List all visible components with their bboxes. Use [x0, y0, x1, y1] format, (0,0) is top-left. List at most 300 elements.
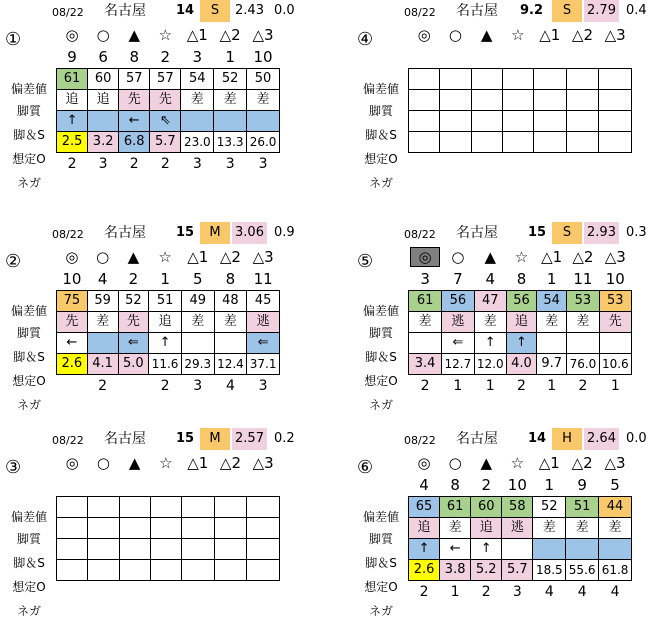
mark-cell: △2 [571, 454, 593, 472]
deviation-cell [150, 497, 181, 518]
mark-cell: ▲ [128, 26, 140, 44]
horse-number-cell: 8 [129, 48, 139, 66]
negative-cell [118, 375, 149, 398]
mark-cell: ◎ [65, 454, 79, 472]
style-arrow-cell [88, 539, 119, 560]
row-label: 想定O [12, 374, 46, 388]
expected-odds-cell: 61.8 [599, 560, 632, 581]
deviation-cell: 54 [181, 69, 214, 90]
deviation-cell: 53 [599, 291, 631, 312]
style-arrow-cell: ↑ [149, 333, 182, 354]
expected-odds-cell [502, 132, 533, 153]
race-venue: 名古屋 [104, 3, 146, 19]
negative-cell: 1 [485, 378, 495, 394]
symbols-row [57, 452, 280, 474]
row-label: 偏差値 [10, 304, 47, 318]
mark-cell: ▲ [480, 454, 492, 472]
horse-number-cell: 4 [485, 270, 495, 288]
mark-cell: △1 [538, 454, 560, 472]
style-arrow-cell: ⇖ [150, 111, 181, 132]
style-arrow-cell: ⇐ [118, 333, 149, 354]
odds-primary: 2.79 [584, 0, 619, 22]
race-index-circle: ① [5, 29, 22, 50]
style-arrow-cell [409, 111, 440, 132]
expected-odds-cell [471, 132, 502, 153]
hensa-row [57, 291, 280, 312]
negative-cell [119, 581, 150, 604]
expected-odds-cell: 55.6 [566, 560, 599, 581]
mark-cell: ☆ [158, 26, 173, 44]
expected-odds-cell [182, 560, 215, 581]
numbers-row [57, 46, 280, 69]
row-label: 想定O [12, 152, 46, 166]
negative-cell: 1 [610, 378, 620, 394]
kyakuS-row [409, 539, 632, 560]
running-style-cell [247, 518, 280, 539]
odds-secondary: 0.9 [274, 225, 295, 240]
mark-cell: △3 [252, 248, 274, 266]
running-style-cell: 逃 [247, 312, 280, 333]
deviation-cell [502, 69, 533, 90]
race-header [352, 428, 647, 450]
expected-odds-cell: 3.4 [409, 354, 442, 375]
odds-primary: 2.43 [235, 3, 264, 18]
deviation-cell: 45 [247, 291, 280, 312]
running-style-cell: 逃 [502, 518, 533, 539]
row-label: 脚質 [16, 104, 41, 118]
negative-cell: 4 [610, 584, 620, 600]
horse-number-cell: 10 [62, 270, 82, 288]
race-venue: 名古屋 [456, 431, 498, 447]
race-venue: 名古屋 [456, 225, 498, 241]
race-venue: 名古屋 [104, 431, 146, 447]
horse-number-cell: 2 [481, 476, 491, 494]
race-date: 08/22 [52, 434, 84, 447]
row-label: ネガ [16, 398, 41, 412]
row-label: 脚＆S [13, 350, 45, 364]
symbols-row [409, 246, 632, 268]
kyakuS-row [57, 111, 280, 132]
deviation-cell: 52 [118, 291, 149, 312]
deviation-cell: 44 [599, 497, 632, 518]
deviation-cell: 61 [409, 291, 442, 312]
odds-primary: 2.64 [584, 428, 619, 450]
negative-cell: 2 [160, 378, 170, 394]
expected-odds-cell [409, 132, 440, 153]
race-panel [0, 0, 295, 190]
style-arrow-cell [537, 333, 567, 354]
negative-cell [566, 153, 599, 176]
style-arrow-cell [534, 111, 567, 132]
deviation-cell [119, 497, 150, 518]
running-style-cell [502, 90, 533, 111]
expected-odds-cell: 23.0 [181, 132, 214, 153]
negative-cell: 3 [193, 378, 203, 394]
deviation-cell: 53 [567, 291, 599, 312]
deviation-cell: 65 [409, 497, 440, 518]
race-index-circle: ④ [357, 29, 374, 50]
expected-odds-cell: 12.4 [214, 354, 247, 375]
negative-cell: 3 [98, 156, 108, 172]
deviation-cell [247, 497, 280, 518]
expected-odds-cell: 2.6 [57, 354, 88, 375]
style-arrow-cell: ← [440, 539, 471, 560]
mark-cell: ▲ [484, 248, 496, 266]
running-style-cell: 差 [181, 90, 214, 111]
expected-odds-cell: 12.7 [442, 354, 474, 375]
expected-odds-cell: 26.0 [247, 132, 280, 153]
negative-cell: 2 [160, 156, 170, 172]
race-panel [352, 222, 647, 412]
mark-cell: ☆ [511, 26, 525, 44]
row-label: ネガ [16, 176, 41, 190]
odds-primary: 3.06 [232, 222, 267, 244]
numbers-row [57, 268, 280, 291]
horse-number-cell: 6 [98, 48, 108, 66]
style-arrow-cell [566, 539, 599, 560]
track-condition-badge: S [552, 0, 582, 22]
deviation-cell [534, 69, 567, 90]
expected-odds-cell [566, 132, 599, 153]
horse-number-cell: 1 [544, 476, 555, 494]
style-arrow-cell [150, 539, 181, 560]
running-style-cell [440, 90, 471, 111]
race-number: 15 [176, 431, 195, 446]
expected-odds-cell: 29.3 [181, 354, 214, 375]
mark-cell: ☆ [510, 454, 525, 472]
style-arrow-cell: ⇐ [247, 333, 280, 354]
mark-cell: ○ [96, 248, 110, 266]
negative-cell: 3 [258, 156, 268, 172]
numbers-row [409, 268, 632, 291]
negative-cell [150, 581, 181, 604]
negative-cell: 3 [512, 584, 522, 600]
row-label: ネガ [368, 604, 393, 618]
negative-cell: 2 [517, 378, 526, 394]
kyakushitsu-row [409, 518, 632, 539]
style-arrow-cell [599, 333, 631, 354]
horse-number-cell: 11 [573, 270, 593, 288]
running-style-cell: 先 [119, 90, 150, 111]
mark-cell: △3 [604, 26, 626, 44]
mark-cell: ▲ [480, 26, 493, 44]
race-panel [0, 428, 295, 618]
deviation-cell: 54 [537, 291, 567, 312]
deviation-cell: 57 [150, 69, 181, 90]
running-style-cell: 先 [150, 90, 181, 111]
kyakuS-row [57, 333, 280, 354]
deviation-cell [599, 69, 632, 90]
negative-cell: 1 [547, 378, 557, 394]
running-style-cell: 追 [57, 90, 88, 111]
expected-odds-cell: 3.8 [440, 560, 471, 581]
expected-odds-cell: 4.0 [506, 354, 536, 375]
horse-number-cell: 11 [253, 270, 273, 288]
mark-cell: ◎ [65, 248, 79, 266]
style-arrow-cell [214, 539, 247, 560]
negative-cell: 4 [225, 378, 235, 394]
prediction-table [56, 246, 280, 397]
negative-cell: 3 [258, 378, 268, 394]
mark-cell: △2 [219, 454, 241, 472]
style-arrow-cell [88, 111, 119, 132]
hensa-row [57, 69, 280, 90]
mark-cell: △3 [252, 454, 274, 472]
expected-odds-cell: 12.0 [474, 354, 506, 375]
style-arrow-cell [440, 111, 471, 132]
deviation-cell: 49 [181, 291, 214, 312]
style-arrow-cell: ← [57, 333, 88, 354]
row-label: 偏差値 [362, 82, 399, 96]
style-arrow-cell [247, 539, 280, 560]
mark-cell: △1 [187, 454, 209, 472]
style-arrow-cell: ↑ [506, 333, 536, 354]
track-condition-badge: M [200, 428, 230, 450]
kyakushitsu-row [409, 90, 632, 111]
row-label: 脚質 [368, 532, 393, 546]
nega-row [57, 581, 280, 604]
deviation-cell: 60 [88, 69, 119, 90]
style-arrow-cell: ↑ [57, 111, 88, 132]
horse-number-cell: 10 [605, 270, 625, 288]
negative-cell: 1 [450, 584, 460, 600]
row-label: ネガ [16, 604, 41, 618]
symbols-row [409, 452, 632, 474]
negative-cell: 1 [453, 378, 463, 394]
horse-number-cell: 9 [577, 476, 587, 494]
row-label: 想定O [364, 374, 398, 388]
running-style-cell [599, 90, 632, 111]
row-label: 想定O [12, 580, 46, 594]
expected-odds-cell [440, 132, 471, 153]
running-style-cell: 差 [537, 312, 567, 333]
row-label: 脚＆S [13, 556, 45, 570]
row-label: 脚＆S [13, 128, 45, 142]
negative-cell: 2 [129, 156, 139, 172]
style-arrow-cell [181, 111, 214, 132]
race-header [0, 222, 295, 244]
deviation-cell: 75 [57, 291, 88, 312]
negative-cell: 4 [577, 584, 587, 600]
expected-odds-cell [534, 132, 567, 153]
horse-number-cell: 1 [160, 270, 170, 288]
symbols-row [57, 246, 280, 268]
deviation-cell: 56 [442, 291, 474, 312]
track-condition-badge: S [200, 0, 230, 22]
deviation-cell [182, 497, 215, 518]
horse-number-cell [88, 474, 119, 497]
running-style-cell: 差 [214, 312, 247, 333]
track-condition-badge: M [200, 222, 230, 244]
negative-cell [440, 153, 471, 176]
mark-cell: ◎ [65, 26, 79, 44]
deviation-cell: 56 [506, 291, 536, 312]
numbers-row [409, 474, 632, 497]
expected-odds-cell: 5.7 [502, 560, 533, 581]
deviation-cell: 51 [149, 291, 182, 312]
prediction-table [408, 246, 632, 397]
nega-row [409, 153, 632, 176]
expected-odds-cell: 4.1 [87, 354, 118, 375]
style-arrow-cell: ⇐ [442, 333, 474, 354]
prediction-table [408, 452, 632, 603]
row-label: 脚質 [368, 326, 393, 340]
souteiO-row [409, 354, 632, 375]
horse-number-cell: 10 [507, 476, 527, 494]
horse-number-cell [599, 46, 632, 69]
style-arrow-cell [567, 333, 599, 354]
horse-number-cell: 9 [67, 48, 77, 66]
horse-number-cell: 3 [192, 48, 203, 66]
kyakuS-row [409, 111, 632, 132]
horse-number-cell: 10 [253, 48, 273, 66]
expected-odds-cell: 18.5 [533, 560, 566, 581]
style-arrow-cell: ← [119, 111, 150, 132]
race-number: 9.2 [520, 3, 544, 18]
running-style-cell [150, 518, 181, 539]
expected-odds-cell: 76.0 [567, 354, 599, 375]
horse-number-cell: 5 [610, 476, 620, 494]
mark-cell: ○ [451, 248, 465, 266]
deviation-cell: 47 [474, 291, 506, 312]
style-arrow-cell [214, 333, 247, 354]
running-style-cell: 先 [599, 312, 631, 333]
row-label: ネガ [368, 398, 393, 412]
negative-cell [214, 581, 247, 604]
deviation-cell [88, 497, 119, 518]
prediction-table [56, 452, 280, 603]
mark-cell: ○ [96, 454, 110, 472]
negative-cell: 2 [481, 584, 491, 600]
running-style-cell: 追 [409, 518, 440, 539]
race-panel [352, 0, 647, 190]
mark-cell: ○ [448, 454, 462, 472]
mark-cell: △2 [572, 248, 594, 266]
negative-cell [88, 581, 119, 604]
deviation-cell [57, 497, 88, 518]
kyakushitsu-row [57, 518, 280, 539]
mark-cell: △2 [219, 26, 241, 44]
expected-odds-cell: 2.5 [57, 132, 88, 153]
horse-number-cell: 8 [516, 270, 527, 288]
negative-cell [502, 153, 533, 176]
expected-odds-cell: 5.7 [150, 132, 181, 153]
running-style-cell [57, 518, 88, 539]
horse-number-cell [566, 46, 599, 69]
style-arrow-cell [57, 539, 88, 560]
deviation-cell: 52 [214, 69, 247, 90]
hensa-row [409, 69, 632, 90]
style-arrow-cell [409, 333, 442, 354]
style-arrow-cell [599, 111, 632, 132]
style-arrow-cell [214, 111, 247, 132]
mark-cell: △3 [604, 248, 626, 266]
race-date: 08/22 [404, 6, 436, 19]
race-header [0, 428, 295, 450]
prediction-table [408, 24, 632, 175]
horse-number-cell: 4 [97, 270, 108, 288]
mark-cell: △1 [187, 248, 209, 266]
deviation-cell [409, 69, 440, 90]
horse-number-cell: 7 [453, 270, 463, 288]
negative-cell: 2 [578, 378, 588, 394]
style-arrow-cell [471, 111, 502, 132]
kyakushitsu-row [57, 312, 280, 333]
souteiO-row [409, 132, 632, 153]
odds-primary: 2.93 [584, 222, 619, 244]
running-style-cell [119, 518, 150, 539]
race-date: 08/22 [52, 228, 84, 241]
horse-number-cell: 4 [419, 476, 429, 494]
expected-odds-cell [88, 560, 119, 581]
negative-cell [534, 153, 567, 176]
row-label: 脚質 [368, 104, 393, 118]
running-style-cell: 差 [599, 518, 632, 539]
negative-cell: 4 [544, 584, 554, 600]
hensa-row [57, 497, 280, 518]
mark-cell: ☆ [514, 248, 529, 266]
deviation-cell: 61 [57, 69, 88, 90]
style-arrow-cell [502, 111, 533, 132]
row-label: 脚＆S [365, 556, 397, 570]
running-style-cell: 差 [440, 518, 471, 539]
row-label: 脚＆S [365, 350, 397, 364]
mark-cell: ○ [96, 26, 110, 44]
expected-odds-cell: 11.6 [149, 354, 182, 375]
hensa-row [409, 291, 632, 312]
race-date: 08/22 [52, 6, 84, 19]
kyakushitsu-row [57, 90, 280, 111]
style-arrow-cell [87, 333, 118, 354]
running-style-cell [409, 90, 440, 111]
deviation-cell: 52 [533, 497, 566, 518]
running-style-cell: 差 [214, 90, 247, 111]
odds-secondary: 0.0 [626, 431, 647, 446]
highlight-mark-box: ◎ [410, 247, 440, 267]
race-header [352, 0, 647, 22]
horse-number-cell [119, 474, 150, 497]
running-style-cell: 追 [506, 312, 536, 333]
prediction-table [56, 24, 280, 175]
running-style-cell [471, 90, 502, 111]
mark-cell: ▲ [127, 248, 140, 266]
deviation-cell: 51 [566, 497, 599, 518]
negative-cell: 2 [67, 156, 77, 172]
running-style-cell: 先 [118, 312, 149, 333]
negative-cell [182, 581, 215, 604]
deviation-cell [566, 69, 599, 90]
style-arrow-cell [182, 539, 215, 560]
deviation-cell: 61 [440, 497, 471, 518]
nega-row [409, 581, 632, 604]
horse-number-cell [247, 474, 280, 497]
style-arrow-cell [566, 111, 599, 132]
symbols-row [57, 24, 280, 46]
negative-cell: 3 [192, 156, 202, 172]
expected-odds-cell: 3.2 [88, 132, 119, 153]
hensa-row [409, 497, 632, 518]
style-arrow-cell [247, 111, 280, 132]
kyakuS-row [57, 539, 280, 560]
expected-odds-cell: 37.1 [247, 354, 280, 375]
running-style-cell [214, 518, 247, 539]
negative-cell: 2 [420, 378, 430, 394]
style-arrow-cell [181, 333, 214, 354]
horse-number-cell: 8 [225, 270, 236, 288]
mark-cell: ☆ [158, 248, 172, 266]
horse-number-cell: 2 [128, 270, 139, 288]
race-number: 14 [176, 3, 195, 18]
